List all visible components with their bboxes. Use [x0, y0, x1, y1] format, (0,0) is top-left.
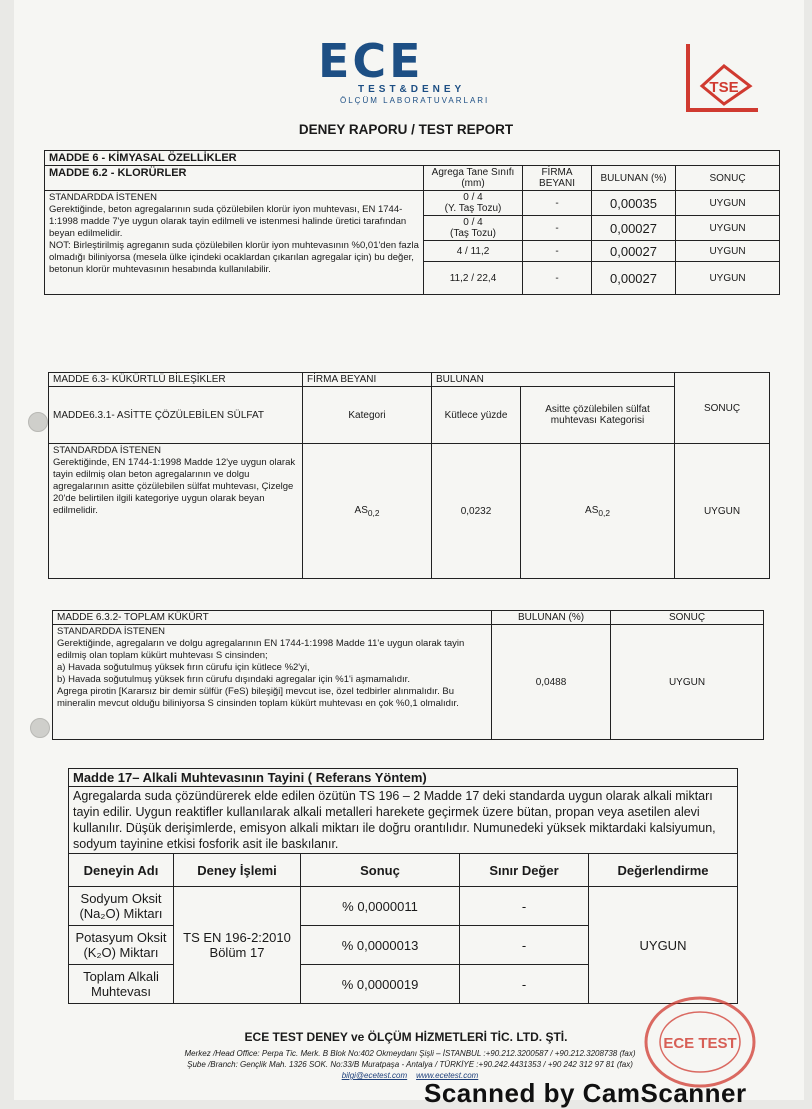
standard-title: STANDARDDA İSTENEN [53, 445, 162, 456]
bulunan-value: 0,0488 [492, 625, 611, 740]
chloride-table [44, 150, 780, 295]
table-cell: - [523, 262, 592, 295]
bulunan-header: BULUNAN [432, 373, 675, 387]
web-link[interactable]: www.ecetest.com [416, 1071, 479, 1080]
table-cell: 0,00027 [592, 216, 676, 241]
logo-subtitle-2: ÖLÇÜM LABORATUVARLARI [340, 96, 490, 105]
punch-hole [28, 412, 48, 432]
firma-header: FİRMA BEYANI [303, 373, 432, 387]
alkali-table [68, 768, 738, 1004]
standard-text: Gerektiğinde, EN 1744-1:1998 Madde 12'ye uygun olarak tayin edilmiş olan beton agregalarının ve dolgu agregalarının asitte çözülebilen sülfat muhtevası, Çizelge 20'de belirtilen ilgili kategoriye uygun olarak beyan edilmelidir. [53, 457, 296, 516]
punch-hole [30, 718, 50, 738]
table-cell: % 0,0000013 [301, 926, 460, 965]
logo-subtitle-1: TEST&DENEY [358, 84, 466, 95]
sonuc-value: UYGUN [675, 444, 770, 579]
svg-text:ECE TEST: ECE TEST [663, 1035, 737, 1052]
branch-office: Şube /Branch: Gençlik Mah. 1326 SOK. No:33/B Muratpaşa - Antalya / TÜRKİYE :+90.242.4431353 / +90 242 312 97 81 (fax) [187, 1060, 633, 1069]
table-cell: Potasyum Oksit (K₂O) Miktarı [69, 926, 174, 965]
company-address [60, 1048, 760, 1081]
total-sulfur-table [52, 610, 764, 740]
table-cell: - [523, 241, 592, 262]
madde6-header: MADDE 6 - KİMYASAL ÖZELLİKLER [45, 151, 780, 166]
madde62-header: MADDE 6.2 - KLORÜRLER [45, 166, 424, 191]
standard-title: STANDARDDA İSTENEN [57, 626, 166, 637]
table-cell: - [460, 887, 589, 926]
header-adi: Deneyin Adı [69, 854, 174, 887]
asitte-header: Asitte çözülebilen sülfat muhtevası Kategorisi [521, 387, 675, 444]
table-cell: % 0,0000019 [301, 965, 460, 1004]
table-cell: 0 / 4 (Taş Tozu) [424, 216, 523, 241]
table-cell: 4 / 11,2 [424, 241, 523, 262]
table-cell: - [523, 216, 592, 241]
col-bulunan: BULUNAN (%) [592, 166, 676, 191]
standard-line: Gerektiğinde, agregaların ve dolgu agregalarının EN 1744-1:1998 Madde 11'e uygun olarak tayin edilmiş olan toplam kükürt muhtevası S cinsinden; [57, 638, 465, 661]
table-cell: - [523, 191, 592, 216]
kutlece-value: 0,0232 [432, 444, 521, 579]
company-name: ECE TEST DENEY ve ÖLÇÜM HİZMETLERİ TİC. LTD. ŞTİ. [244, 1030, 568, 1044]
table-cell: 0 / 4 (Y. Taş Tozu) [424, 191, 523, 216]
email-link[interactable]: bilgi@ecetest.com [341, 1071, 408, 1080]
scanner-watermark: Scanned by CamScanner [424, 1078, 747, 1108]
chloride-standard [45, 191, 424, 295]
table-cell: UYGUN [676, 241, 780, 262]
islem-cell: TS EN 196-2:2010 Bölüm 17 [174, 887, 301, 1004]
ece-logo: ECE [318, 34, 424, 88]
col-firma: FİRMA BEYANI [523, 166, 592, 191]
head-office: Merkez /Head Office: Perpa Tic. Merk. B Blok No:402 Okmeydanı Şişli – İSTANBUL :+90.212.3200587 / +90.212.3208738 (fax) [184, 1049, 636, 1058]
col-sonuc: SONUÇ [676, 166, 780, 191]
madde17-desc: Agregalarda suda çözündürerek elde edilen özütün TS 196 – 2 Madde 17 deki standarda uygun olarak alkali miktarı tayin edilir. Uygun reaktifler kullanılarak alkali metalleri harekete geçirmek üzere bütan, propan veya asetilen alevi kullanılır. Düşük derişimlerde, emisyon alkali miktarı ile doğru orantılıdır. Numunedeki yüksek miktardaki kalsiyumun, sodyum tayinine etkisi fosforik asit ile baskılanır. [69, 787, 738, 854]
table-cell: UYGUN [676, 216, 780, 241]
table-cell: 11,2 / 22,4 [424, 262, 523, 295]
tse-logo-text: TSE [709, 79, 739, 96]
standard-title: STANDARDDA İSTENEN [49, 192, 158, 203]
madde632-header: MADDE 6.3.2- TOPLAM KÜKÜRT [53, 611, 492, 625]
standard-text: Gerektiğinde, beton agregalarının suda çözülebilen klorür iyon muhtevası, EN 1744-1:1998 madde 7'ye uygun olarak tayin edilmeli ve istenmesi halinde üretici tarafından beyan edilmelidir. [49, 204, 407, 239]
table-cell: - [460, 926, 589, 965]
col-agrega: Agrega Tane Sınıfı (mm) [424, 166, 523, 191]
asitte-value: $AS_{0,2}$ [521, 444, 675, 579]
sulfur-standard [53, 625, 492, 740]
header-islem: Deney İşlemi [174, 854, 301, 887]
table-cell: UYGUN [676, 262, 780, 295]
sonuc-value: UYGUN [611, 625, 764, 740]
table-cell: 0,00035 [592, 191, 676, 216]
sonuc-header: SONUÇ [675, 373, 770, 444]
kutlece-header: Kütlece yüzde [432, 387, 521, 444]
table-cell: % 0,0000011 [301, 887, 460, 926]
standard-line: Agrega pirotin [Kararsız bir demir sülfür (FeS) bileşiği] mevcut ise, özel tedbirler alınmalıdır. Bu mineralin mevcut olduğu biliniyorsa S cinsinden toplam kükürt muhtevası en çok %0,1 olmalıdır. [57, 686, 459, 709]
header-degerlendirme: Değerlendirme [589, 854, 738, 887]
sulfate-table [48, 372, 770, 579]
madde631-header: MADDE6.3.1- ASİTTE ÇÖZÜLEBİLEN SÜLFAT [49, 387, 303, 444]
sonuc-header: SONUÇ [611, 611, 764, 625]
table-cell: 0,00027 [592, 262, 676, 295]
table-cell: Sodyum Oksit (Na₂O) Miktarı [69, 887, 174, 926]
header-sonuc: Sonuç [301, 854, 460, 887]
header-sinir: Sınır Değer [460, 854, 589, 887]
sulfate-standard [49, 444, 303, 579]
madde63-header: MADDE 6.3- KÜKÜRTLÜ BİLEŞİKLER [49, 373, 303, 387]
standard-line: b) Havada soğutulmuş yüksek fırın cürufu dışındaki agregalar için %1'i aşmamalıdır. [57, 674, 410, 685]
table-cell: 0,00027 [592, 241, 676, 262]
table-cell: UYGUN [676, 191, 780, 216]
madde17-title: Madde 17– Alkali Muhtevasının Tayini ( Referans Yöntem) [69, 769, 738, 787]
kategori-value: $AS_{0,2}$ [303, 444, 432, 579]
degerlendirme-cell: UYGUN [589, 887, 738, 1004]
tse-logo [684, 40, 762, 114]
bulunan-header: BULUNAN (%) [492, 611, 611, 625]
note-text: NOT: Birleştirilmiş agreganın suda çözülebilen klorür iyon muhtevasının %0,01'den fazla olmadığı biliniyorsa (mesela ülke içindeki ocaklardan çıkarılan agregalar için) bu değer, betonun klorür muhtevasının hesabında kullanılabilir. [49, 240, 419, 275]
table-cell: Toplam Alkali Muhtevası [69, 965, 174, 1004]
table-cell: - [460, 965, 589, 1004]
kategori-header: Kategori [303, 387, 432, 444]
report-title: DENEY RAPORU / TEST REPORT [298, 122, 514, 137]
standard-line: a) Havada soğutulmuş yüksek fırın cürufu için kütlece %2'yi, [57, 662, 310, 673]
